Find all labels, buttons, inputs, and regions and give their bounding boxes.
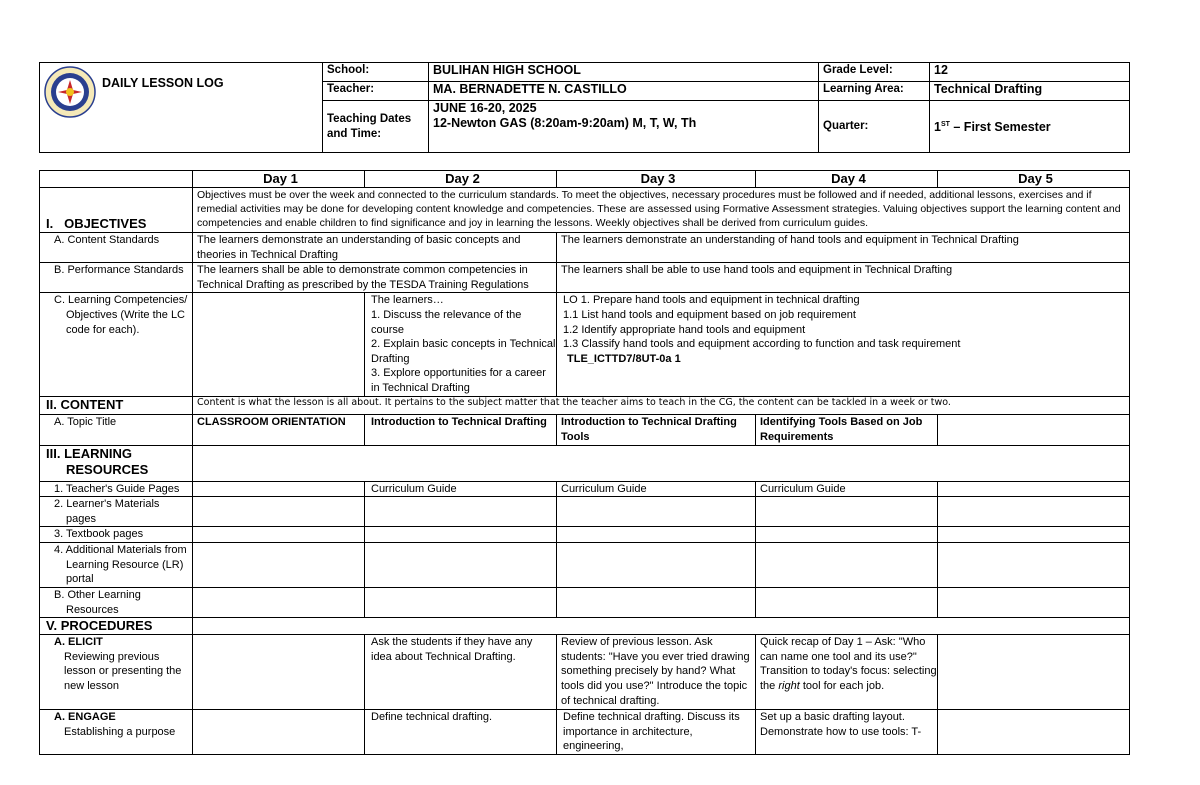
time-line: 12-Newton GAS (8:20am-9:20am) M, T, W, Th xyxy=(433,116,697,130)
content-standards-day1-2: The learners demonstrate an understanding of basic concepts and theories in Technical Drafting xyxy=(193,233,557,263)
lc-label-line: C. Learning Competencies/ xyxy=(54,294,188,307)
lc-item: 1.1 List hand tools and equipment based on job requirement xyxy=(563,308,856,321)
day-header: Day 5 xyxy=(938,171,1130,188)
lc-label-line: Objectives (Write the LC xyxy=(66,308,186,321)
lc-day3-5 xyxy=(557,293,1130,397)
teachers-guide-label: 1. Teacher's Guide Pages xyxy=(40,481,193,497)
elicit-day3: Review of previous lesson. Ask students: "Have you ever tried drawing something precisely by hand? What tools did you use?" Introduce the topic of technical drafting. xyxy=(557,635,756,710)
elicit-day4-text: Quick recap of Day 1 – Ask: "Who can name one tool and its use?" Transition to today's focus: selecting the xyxy=(760,636,937,692)
content-standards-label: A. Content Standards xyxy=(40,233,193,263)
content-standards-day3-5: The learners demonstrate an understanding of hand tools and equipment in Technical Drafting xyxy=(557,233,1130,263)
topic-day3: Introduction to Technical Drafting Tools xyxy=(557,415,756,445)
header-table xyxy=(39,62,1130,153)
elicit-day2: Ask the students if they have any idea about Technical Drafting. xyxy=(365,635,557,710)
day-header: Day 4 xyxy=(756,171,938,188)
topic-day5 xyxy=(938,415,1130,445)
elicit-day5 xyxy=(938,635,1130,710)
procedures-blank xyxy=(193,618,1130,635)
teacher-label: Teacher: xyxy=(323,82,429,101)
lc-item: 1.2 Identify appropriate hand tools and equipment xyxy=(563,323,806,336)
performance-standards-day1-2: The learners shall be able to demonstrate common competencies in Technical Drafting as prescribed by the TESDA Training Regulations xyxy=(193,263,557,293)
lesson-log-table xyxy=(39,170,1130,755)
engage-day2: Define technical drafting. xyxy=(365,710,557,755)
additional-materials-label xyxy=(40,542,193,587)
day-header: Day 3 xyxy=(557,171,756,188)
lm-day2 xyxy=(365,497,557,527)
dates-label xyxy=(323,101,429,153)
day-header: Day 1 xyxy=(193,171,365,188)
grade-value: 12 xyxy=(930,63,1130,82)
tg-day5 xyxy=(938,481,1130,497)
header-title-cell xyxy=(40,63,323,153)
other-day5 xyxy=(938,587,1130,617)
elicit-sub-line: new lesson xyxy=(64,679,120,692)
tg-day3: Curriculum Guide xyxy=(557,481,756,497)
textbook-pages-label: 3. Textbook pages xyxy=(40,527,193,543)
lc-item: The learners… xyxy=(371,294,444,307)
tb-day4 xyxy=(756,527,938,543)
other-day1 xyxy=(193,587,365,617)
tb-day1 xyxy=(193,527,365,543)
quarter-rest: – First Semester xyxy=(949,120,1051,135)
engage-sub-line: Establishing a purpose xyxy=(64,725,176,738)
resources-heading-line: LEARNING xyxy=(64,445,132,461)
quarter-sup: ST xyxy=(940,121,950,129)
procedures-heading-text: PROCEDURES xyxy=(60,618,153,634)
am-day3 xyxy=(557,542,756,587)
engage-day4: Set up a basic drafting layout. Demonstrate how to use tools: T- xyxy=(756,710,938,755)
lc-item: 1.3 Classify hand tools and equipment according to function and task requirement xyxy=(563,338,961,351)
performance-standards-day3-5: The learners shall be able to use hand tools and equipment in Technical Drafting xyxy=(557,263,1130,293)
lm-day3 xyxy=(557,497,756,527)
performance-standards-label: B. Performance Standards xyxy=(40,263,193,293)
objectives-heading-text: OBJECTIVES xyxy=(64,216,147,231)
learning-competencies-label xyxy=(40,293,193,397)
am-label-line: portal xyxy=(66,573,94,586)
lc-item: 2. Explain basic concepts in Technical Drafting xyxy=(371,338,556,365)
lc-code: TLE_ICTTD7/8UT-0a 1 xyxy=(567,352,681,365)
lm-day5 xyxy=(938,497,1130,527)
deped-seal-logo xyxy=(44,66,96,122)
elicit-day4-text: tool for each job. xyxy=(799,679,885,692)
school-value: BULIHAN HIGH SCHOOL xyxy=(429,63,819,82)
other-day2 xyxy=(365,587,557,617)
engage-day1 xyxy=(193,710,365,755)
tg-day1 xyxy=(193,481,365,497)
topic-day4: Identifying Tools Based on Job Requirements xyxy=(756,415,938,445)
content-heading xyxy=(40,397,193,415)
am-day2 xyxy=(365,542,557,587)
day-header: Day 2 xyxy=(365,171,557,188)
lc-item: 3. Explore opportunities for a career in Technical Drafting xyxy=(371,367,546,394)
teacher-value: MA. BERNADETTE N. CASTILLO xyxy=(429,82,819,101)
lc-day2 xyxy=(365,293,557,397)
procedures-heading xyxy=(40,618,193,635)
dates-label-line: and Time: xyxy=(327,127,382,140)
content-heading-text: CONTENT xyxy=(60,397,124,413)
engage-day5 xyxy=(938,710,1130,755)
other-day4 xyxy=(756,587,938,617)
engage-label xyxy=(40,710,193,755)
other-label-line: Resources xyxy=(66,603,119,616)
day-header-blank xyxy=(40,171,193,188)
school-label: School: xyxy=(323,63,429,82)
page-title: DAILY LESSON LOG xyxy=(102,76,224,90)
lc-item: 1. Discuss the relevance of the course xyxy=(371,308,522,336)
quarter-label: Quarter: xyxy=(819,101,930,153)
lc-day1 xyxy=(193,293,365,397)
dates-line: JUNE 16-20, 2025 xyxy=(433,101,537,115)
other-resources-label xyxy=(40,587,193,617)
quarter-value xyxy=(930,101,1130,153)
am-label-line: Learning Resource (LR) xyxy=(66,558,184,571)
area-value: Technical Drafting xyxy=(930,82,1130,101)
content-heading-num: II. xyxy=(46,397,57,413)
other-day3 xyxy=(557,587,756,617)
elicit-label xyxy=(40,635,193,710)
am-day5 xyxy=(938,542,1130,587)
engage-title: A. ENGAGE xyxy=(54,711,116,724)
objectives-intro: Objectives must be over the week and connected to the curriculum standards. To meet the objectives, necessary procedures must be followed and if needed, additional lessons, exercises and if remedial activities may be done for developing content knowledge and competencies. These are assessed using Formative Assessment strategies. Valuing objectives support the learning content and competencies and enable children to find significance and joy in learning the lessons. Weekly objectives shall be derived from curriculum guides. xyxy=(193,188,1130,233)
elicit-sub-line: lesson or presenting the xyxy=(64,665,182,678)
tb-day5 xyxy=(938,527,1130,543)
tg-day4: Curriculum Guide xyxy=(756,481,938,497)
am-day1 xyxy=(193,542,365,587)
elicit-day4 xyxy=(756,635,938,710)
elicit-day1 xyxy=(193,635,365,710)
learners-materials-label xyxy=(40,497,193,527)
objectives-heading xyxy=(40,188,193,233)
tb-day3 xyxy=(557,527,756,543)
objectives-heading-num: I. xyxy=(46,216,54,231)
lm-day1 xyxy=(193,497,365,527)
dates-value xyxy=(429,101,819,153)
topic-day2: Introduction to Technical Drafting xyxy=(365,415,557,445)
lc-label-line: code for each). xyxy=(66,323,140,336)
day-header-row xyxy=(40,171,1130,188)
am-label-line: 4. Additional Materials from xyxy=(54,543,187,556)
procedures-heading-num: V. xyxy=(46,618,58,634)
quarter-num: 1 xyxy=(934,120,941,135)
learning-resources-heading xyxy=(40,445,193,481)
topic-title-label: A. Topic Title xyxy=(40,415,193,445)
resources-heading-line: RESOURCES xyxy=(66,461,149,477)
tb-day2 xyxy=(365,527,557,543)
elicit-day4-emphasis: right xyxy=(778,679,800,692)
elicit-sub-line: Reviewing previous xyxy=(64,650,160,663)
dates-label-line: Teaching Dates xyxy=(327,112,412,125)
lm-label-line: pages xyxy=(66,512,96,525)
lm-label-line: 2. Learner's Materials xyxy=(54,498,160,511)
area-label: Learning Area: xyxy=(819,82,930,101)
engage-day3: Define technical drafting. Discuss its importance in architecture, engineering, xyxy=(557,710,756,755)
tg-day2: Curriculum Guide xyxy=(365,481,557,497)
elicit-title: A. ELICIT xyxy=(54,636,103,649)
resources-heading-num: III. xyxy=(46,445,61,461)
lc-item: LO 1. Prepare hand tools and equipment in technical drafting xyxy=(563,294,860,307)
other-label-line: B. Other Learning xyxy=(54,588,141,601)
grade-label: Grade Level: xyxy=(819,63,930,82)
learning-resources-blank xyxy=(193,445,1130,481)
content-intro: Content is what the lesson is all about. It pertains to the subject matter that the teacher aims to teach in the CG, the content can be tackled in a week or two. xyxy=(193,397,1130,415)
am-day4 xyxy=(756,542,938,587)
topic-day1: CLASSROOM ORIENTATION xyxy=(193,415,365,445)
lm-day4 xyxy=(756,497,938,527)
